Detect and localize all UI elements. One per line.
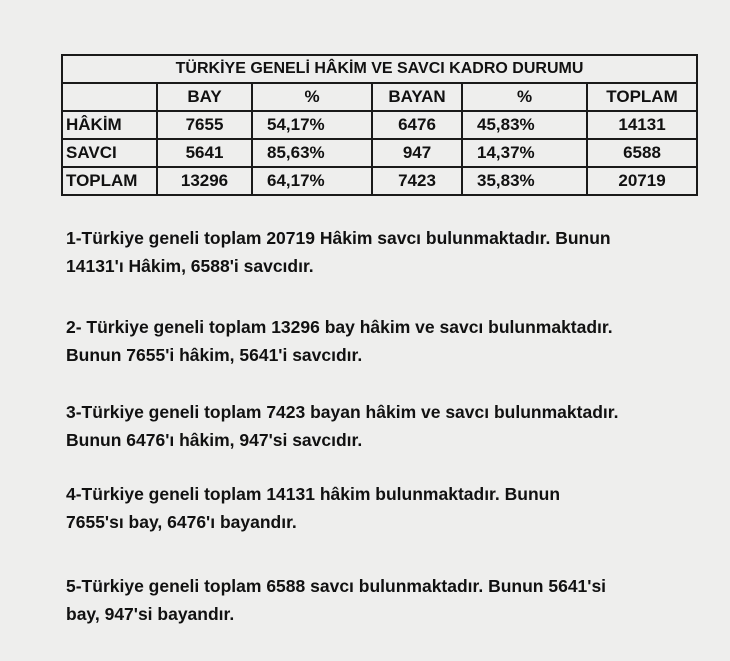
paragraph-line: 7655'sı bay, 6476'ı bayandır. bbox=[66, 512, 297, 532]
paragraph-line: Bunun 6476'ı hâkim, 947'si savcıdır. bbox=[66, 430, 363, 450]
paragraph-line: 5-Türkiye geneli toplam 6588 savcı bulunmaktadır. Bunun 5641'si bbox=[66, 576, 607, 596]
table-header-row bbox=[62, 83, 697, 111]
cell-bayan: 947 bbox=[372, 139, 462, 167]
cell-bayan: 7423 bbox=[372, 167, 462, 195]
cell-toplam: 14131 bbox=[587, 111, 697, 139]
cell-toplam: 20719 bbox=[587, 167, 697, 195]
paragraph-2 bbox=[66, 313, 706, 369]
table-row-toplam bbox=[62, 167, 697, 195]
cell-bay-percent: 54,17% bbox=[252, 111, 372, 139]
table-title: TÜRKİYE GENELİ HÂKİM VE SAVCI KADRO DURUMU bbox=[62, 55, 697, 83]
paragraph-1 bbox=[66, 224, 706, 280]
cell-bayan: 6476 bbox=[372, 111, 462, 139]
header-bayan: BAYAN bbox=[372, 83, 462, 111]
cell-bayan-percent: 35,83% bbox=[462, 167, 587, 195]
cell-bay: 5641 bbox=[157, 139, 252, 167]
paragraph-line: 3-Türkiye geneli toplam 7423 bayan hâkim ve savcı bulunmaktadır. bbox=[66, 402, 619, 422]
paragraph-4 bbox=[66, 480, 706, 536]
table-title-row bbox=[62, 55, 697, 83]
cell-toplam: 6588 bbox=[587, 139, 697, 167]
paragraph-line: Bunun 7655'i hâkim, 5641'i savcıdır. bbox=[66, 345, 363, 365]
row-label: HÂKİM bbox=[62, 111, 157, 139]
header-bayan-percent: % bbox=[462, 83, 587, 111]
paragraph-line: 4-Türkiye geneli toplam 14131 hâkim bulunmaktadır. Bunun bbox=[66, 484, 561, 504]
cell-bay-percent: 64,17% bbox=[252, 167, 372, 195]
cell-bay: 7655 bbox=[157, 111, 252, 139]
kadro-table bbox=[61, 54, 698, 196]
table-row-hakim bbox=[62, 111, 697, 139]
cell-bayan-percent: 45,83% bbox=[462, 111, 587, 139]
header-bay: BAY bbox=[157, 83, 252, 111]
cell-bay-percent: 85,63% bbox=[252, 139, 372, 167]
paragraph-line: 14131'ı Hâkim, 6588'i savcıdır. bbox=[66, 256, 314, 276]
row-label: SAVCI bbox=[62, 139, 157, 167]
paragraph-3 bbox=[66, 398, 706, 454]
cell-bayan-percent: 14,37% bbox=[462, 139, 587, 167]
cell-bay: 13296 bbox=[157, 167, 252, 195]
row-label: TOPLAM bbox=[62, 167, 157, 195]
paragraph-5 bbox=[66, 572, 706, 628]
header-bay-percent: % bbox=[252, 83, 372, 111]
paragraph-line: 1-Türkiye geneli toplam 20719 Hâkim savcı bulunmaktadır. Bunun bbox=[66, 228, 611, 248]
paragraph-line: 2- Türkiye geneli toplam 13296 bay hâkim ve savcı bulunmaktadır. bbox=[66, 317, 613, 337]
paragraph-line: bay, 947'si bayandır. bbox=[66, 604, 235, 624]
header-empty bbox=[62, 83, 157, 111]
table-row-savci bbox=[62, 139, 697, 167]
header-toplam: TOPLAM bbox=[587, 83, 697, 111]
